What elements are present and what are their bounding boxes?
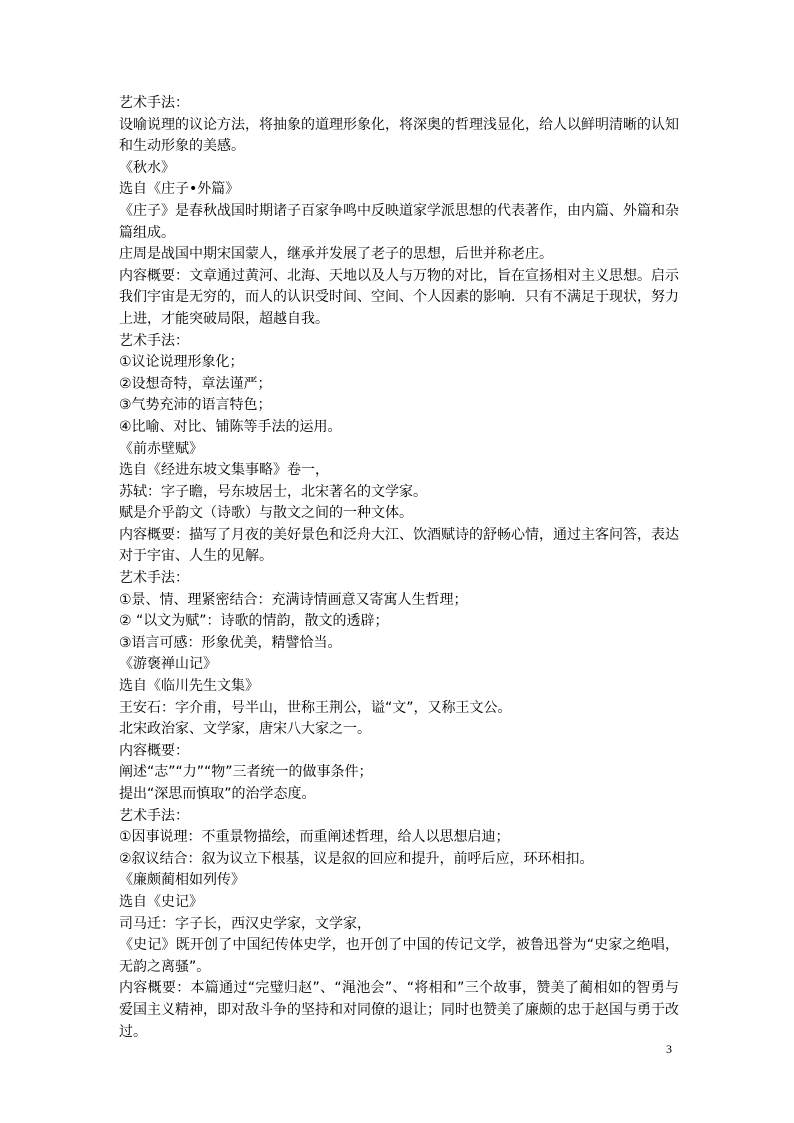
- paragraph-title-lianpo: 《廉颇蔺相如列传》: [119, 872, 245, 889]
- paragraph-summary-chibifu: 内容概要：描写了月夜的美好景色和泛舟大江、饮酒赋诗的舒畅心情，通过主客问答，表达对于宇宙、人生的见解。: [119, 526, 679, 565]
- paragraph-list-item: ①议论说理形象化；: [119, 354, 244, 371]
- paragraph-list-item: ①景、情、理紧密结合：充满诗情画意又寄寓人生哲理；: [119, 591, 468, 608]
- paragraph-simaqian-intro: 司马迁：字子长，西汉史学家，文学家，: [119, 915, 371, 932]
- paragraph-wanganshi-role: 北宋政治家、文学家，唐宋八大家之一。: [119, 721, 371, 738]
- paragraph-fu-definition: 赋是介乎韵文（诗歌）与散文之间的一种文体。: [119, 505, 413, 522]
- paragraph-list-item: ②设想奇特，章法谨严；: [119, 375, 272, 392]
- paragraph-art-technique-heading-3: 艺术手法：: [119, 570, 189, 587]
- paragraph-art-technique-heading-1: 艺术手法：: [119, 95, 189, 111]
- paragraph-source-baochanshan: 选自《临川先生文集》: [119, 678, 259, 695]
- paragraph-list-item: ③气势充沛的语言特色；: [119, 397, 272, 414]
- paragraph-source-qiushui: 选自《庄子•外篇》: [119, 181, 240, 198]
- paragraph-list-item: ②叙议结合：叙为议立下根基，议是叙的回应和提升，前呼后应，环环相扣。: [119, 850, 594, 867]
- paragraph-art-technique-heading-2: 艺术手法：: [119, 332, 189, 349]
- paragraph-title-chibifu: 《前赤壁赋》: [119, 440, 203, 457]
- paragraph-list-item: ② “以文为赋”：诗歌的情韵，散文的透辟；: [119, 613, 389, 630]
- paragraph-wanganshi-intro: 王安石：字介甫，号半山，世称王荆公，谥“文”，又称王文公。: [119, 699, 512, 716]
- paragraph-list-item: ①因事说理：不重景物描绘，而重阐述哲理，给人以思想启迪；: [119, 829, 510, 846]
- paragraph-art-technique-text-1: 设喻说理的议论方法，将抽象的道理形象化，将深奥的哲理浅显化，给人以鲜明清晰的认知和生动形象的美感。: [119, 116, 679, 155]
- paragraph-list-item: ③语言可感：形象优美，精譬恰当。: [119, 634, 342, 651]
- paragraph-source-lianpo: 选自《史记》: [119, 893, 203, 910]
- paragraph-art-technique-heading-4: 艺术手法：: [119, 807, 189, 824]
- paragraph-shiji-intro: 《史记》既开创了中国纪传体史学，也开创了中国的传记文学，被鲁迅誉为“史家之绝唱，无韵之离骚”。: [119, 937, 679, 975]
- page-number: 3: [666, 1042, 672, 1056]
- paragraph-list-item: 提出“深思而慎取”的治学态度。: [119, 786, 316, 802]
- paragraph-summary-qiushui: 内容概要：文章通过黄河、北海、天地以及人与万物的对比，旨在宣扬相对主义思想。启示我们宇宙是无穷的，而人的认识受时间、空间、个人因素的影响．只有不满足于现状，努力上进，才能突破局限，超越自我。: [119, 267, 679, 327]
- paragraph-list-item: ④比喻、对比、铺陈等手法的运用。: [119, 418, 342, 435]
- paragraph-source-chibifu: 选自《经进东坡文集事略》卷一，: [119, 462, 329, 479]
- paragraph-zhuangzhou-intro: 庄周是战国中期宋国蒙人，继承并发展了老子的思想，后世并称老庄。: [119, 246, 553, 263]
- document-body: [119, 93, 679, 1043]
- paragraph-title-qiushui: 《秋水》: [119, 159, 175, 176]
- paragraph-sushi-intro: 苏轼：字子瞻，号东坡居士，北宋著名的文学家。: [119, 483, 427, 500]
- paragraph-summary-lianpo: 内容概要：本篇通过“完璧归赵”、“渑池会”、“将相和”三个故事，赞美了蔺相如的智勇与爱国主义精神，即对敌斗争的坚持和对同僚的退让；同时也赞美了廉颇的忠于赵国与勇于改过。: [119, 980, 679, 1040]
- paragraph-list-item: 阐述“志”“力”“物”三者统一的做事条件；: [119, 764, 373, 781]
- paragraph-summary-heading: 内容概要：: [119, 742, 189, 759]
- paragraph-title-baochanshan: 《游褒禅山记》: [119, 656, 217, 673]
- paragraph-zhuangzi-intro: 《庄子》是春秋战国时期诸子百家争鸣中反映道家学派思想的代表著作，由内篇、外篇和杂篇组成。: [119, 202, 679, 241]
